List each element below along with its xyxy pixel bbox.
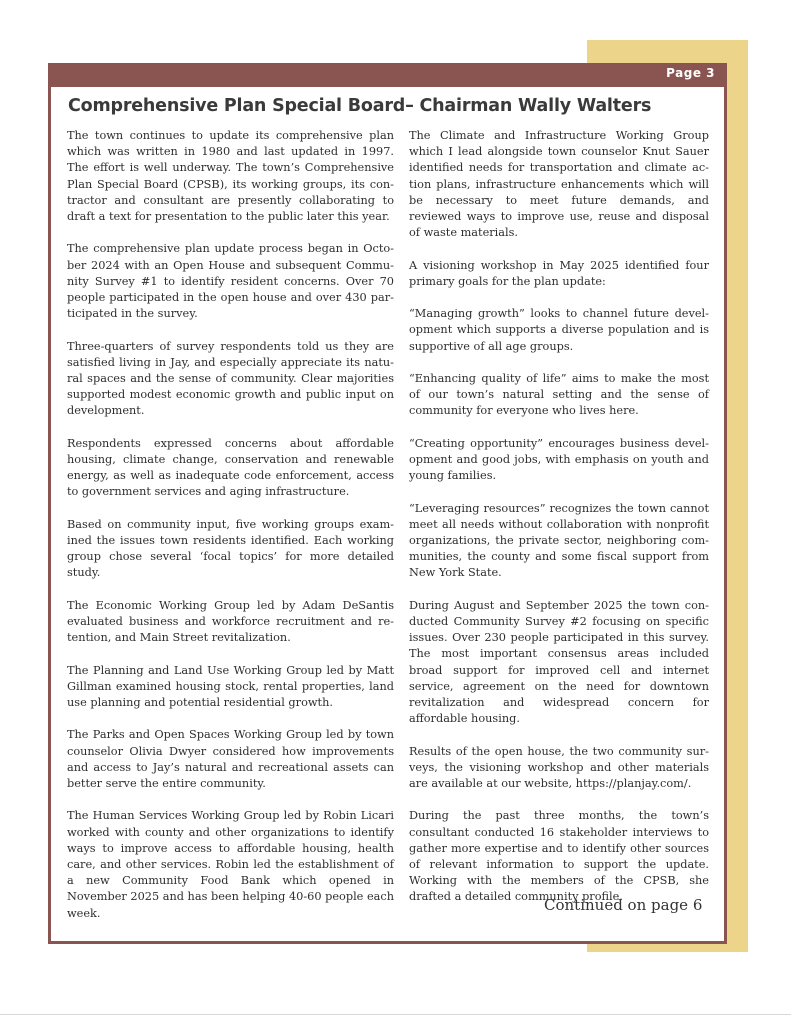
goal-paragraph: “Creating opportunity” encourages business development and good jobs, with emphasis on youth and young families. [409,436,709,483]
right-column [409,128,709,922]
header-bar [48,63,727,87]
paragraph: Based on community input, five working groups examined the issues town residents identified. Each working group chose several ‘focal topics’ for more detailed study. [67,517,394,580]
paragraph: A visioning workshop in May 2025 identified four primary goals for the plan update: [409,258,709,288]
paragraph: Results of the open house, the two community surveys, the visioning workshop and other materials are available at our website, https://planjay.com/. [409,744,709,791]
goal-paragraph: “Enhancing quality of life” aims to make the most of our town’s natural setting and the sense of community for everyone who lives here. [409,372,709,418]
paragraph: The Climate and Infrastructure Working Group which I lead alongside town counselor Knut Sauer identified needs for transportation and climate action plans, infrastructure enhancements which will be necessary to meet future demands, and reviewed ways to improve use, reuse and disposal of waste materials. [409,129,709,240]
goal-paragraph: “Leveraging resources” recognizes the town cannot meet all needs without collaboration with nonprofit organizations, the private sector, neighboring communities, the county and some fiscal support from New York State. [409,501,709,580]
goal-paragraph: “Managing growth” looks to channel future development which supports a diverse population and is supportive of all age groups. [409,307,709,353]
article-title: Comprehensive Plan Special Board– Chairman Wally Walters [68,96,652,116]
paragraph: The Economic Working Group led by Adam DeSantis evaluated business and workforce recruitment and retention, and Main Street revitalization. [67,598,394,645]
paragraph: The Planning and Land Use Working Group led by Matt Gillman examined housing stock, rental properties, land use planning and potential residential growth. [67,663,394,710]
paragraph: The comprehensive plan update process began in October 2024 with an Open House and subsequent Community Survey #1 to identify resident concerns. Over 70 people participated in the open house and over 430 participated in the survey. [67,242,394,321]
paragraph: The Human Services Working Group led by Robin Licari worked with county and other organizations to identify ways to improve access to affordable housing, health care, and other services. Robin led the establishment of a new Community Food Bank which opened in November 2025 and has been helping 40-60 people each week. [67,809,394,920]
continued-note: Continued on page 6 [544,896,703,914]
page-number: Page 3 [666,66,715,80]
bottom-divider [0,1014,791,1015]
paragraph: During August and September 2025 the town conducted Community Survey #2 focusing on specific issues. Over 230 people participated in this survey. The most important consensus areas included broad support for improved cell and internet service, agreement on the need for downtown revitalization and widespread concern for affordable housing. [409,598,709,726]
paragraph: During the past three months, the town’s consultant conducted 16 stakeholder interviews to gather more expertise and to identify other sources of relevant information to support the update. Working with the members of the CPSB, she drafted a detailed community profile. [409,809,709,904]
paragraph: Three-quarters of survey respondents told us they are satisfied living in Jay, and especially appreciate its natural spaces and the sense of community. Clear majorities supported modest economic growth and public input on development. [67,339,394,418]
paragraph: Respondents expressed concerns about affordable housing, climate change, conservation and renewable energy, as well as inadequate code enforcement, access to government services and aging infrastructure. [67,436,394,499]
left-column [67,128,394,938]
paragraph: The Parks and Open Spaces Working Group led by town counselor Olivia Dwyer considered how improvements and access to Jay’s natural and recreational assets can better serve the entire community. [67,728,394,791]
paragraph: The town continues to update its comprehensive plan which was written in 1980 and last updated in 1997. The effort is well underway. The town’s Comprehensive Plan Special Board (CPSB), its working groups, its contractor and consultant are presently collaborating to draft a text for presentation to the public later this year. [67,129,394,224]
